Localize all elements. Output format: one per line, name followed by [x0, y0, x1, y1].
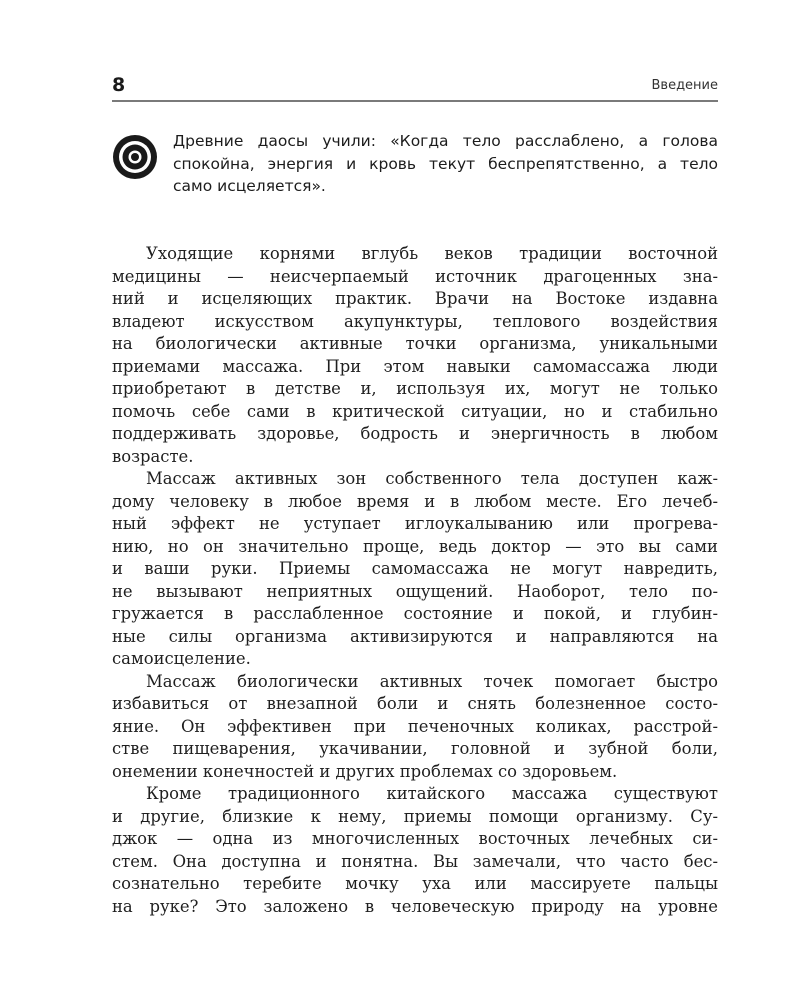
text-line: на руке? Это заложено в человеческую природу на уровне: [112, 896, 718, 916]
page-header: [112, 74, 718, 102]
text-line: помочь себе сами в критической ситуации, но и стабильно: [112, 401, 718, 421]
text-line: Массаж биологически активных точек помогает быстро: [146, 671, 718, 691]
text-line: ний и исцеляющих практик. Врачи на Востоке издавна: [112, 289, 718, 308]
text-line: возрасте.: [112, 446, 194, 466]
text-line: сознательно теребите мочку уха или массируете пальцы: [112, 874, 718, 893]
text-line: онемении конечностей и других проблемах со здоровьем.: [112, 761, 618, 781]
callout-line: Древние даосы учили: «Когда тело расслаблено, а голова: [173, 132, 718, 150]
text-line: стве пищеварения, укачивании, головной и зубной боли,: [112, 739, 718, 758]
paragraph: [112, 783, 718, 918]
text-line: избавиться от внезапной боли и снять болезненное состо-: [112, 694, 718, 713]
text-line: ные силы организма активизируются и направляются на: [112, 626, 718, 646]
text-line: не вызывают неприятных ощущений. Наоборот, тело по-: [112, 581, 718, 601]
paragraph: [112, 243, 718, 468]
text-line: дому человеку в любое время и в любом месте. Его лечеб-: [112, 491, 718, 511]
text-line: владеют искусством акупунктуры, теплового воздействия: [112, 311, 718, 331]
text-line: гружается в расслабленное состояние и покой, и глубин-: [112, 604, 718, 623]
paragraph: [112, 468, 718, 671]
text-line: Массаж активных зон собственного тела доступен каж-: [146, 469, 718, 488]
text-line: джок — одна из многочисленных восточных лечебных си-: [112, 829, 718, 848]
text-line: самоисцеление.: [112, 649, 251, 668]
text-line: медицины — неисчерпаемый источник драгоценных зна-: [112, 266, 718, 286]
body-text: [112, 243, 718, 918]
target-circle-icon: [112, 134, 158, 180]
callout-line: спокойна, энергия и кровь текут беспрепятственно, а тело: [173, 154, 718, 173]
paragraph: [112, 671, 718, 784]
running-head: Введение: [651, 78, 718, 93]
text-line: и другие, близкие к нему, приемы помощи организму. Су-: [112, 806, 718, 826]
callout-text: [173, 130, 718, 198]
text-line: стем. Она доступна и понятна. Вы замечали, что часто бес-: [112, 851, 718, 871]
page-number: 8: [112, 74, 126, 96]
text-line: нию, но он значительно проще, ведь доктор — это вы сами: [112, 536, 718, 556]
text-line: и ваши руки. Приемы самомассажа не могут навредить,: [112, 559, 718, 578]
text-line: приобретают в детстве и, используя их, могут не только: [112, 379, 718, 398]
text-line: приемами массажа. При этом навыки самомассажа люди: [112, 356, 718, 376]
text-line: поддерживать здоровье, бодрость и энергичность в любом: [112, 424, 718, 443]
text-line: Уходящие корнями вглубь веков традиции восточной: [146, 244, 718, 263]
text-line: Кроме традиционного китайского массажа существуют: [146, 784, 718, 803]
text-line: ный эффект не уступает иглоукалыванию или прогрева-: [112, 514, 718, 533]
text-line: на биологически активные точки организма, уникальными: [112, 334, 718, 353]
text-line: яние. Он эффективен при печеночных коликах, расстрой-: [112, 716, 718, 736]
callout-line: само исцеляется».: [173, 177, 326, 195]
